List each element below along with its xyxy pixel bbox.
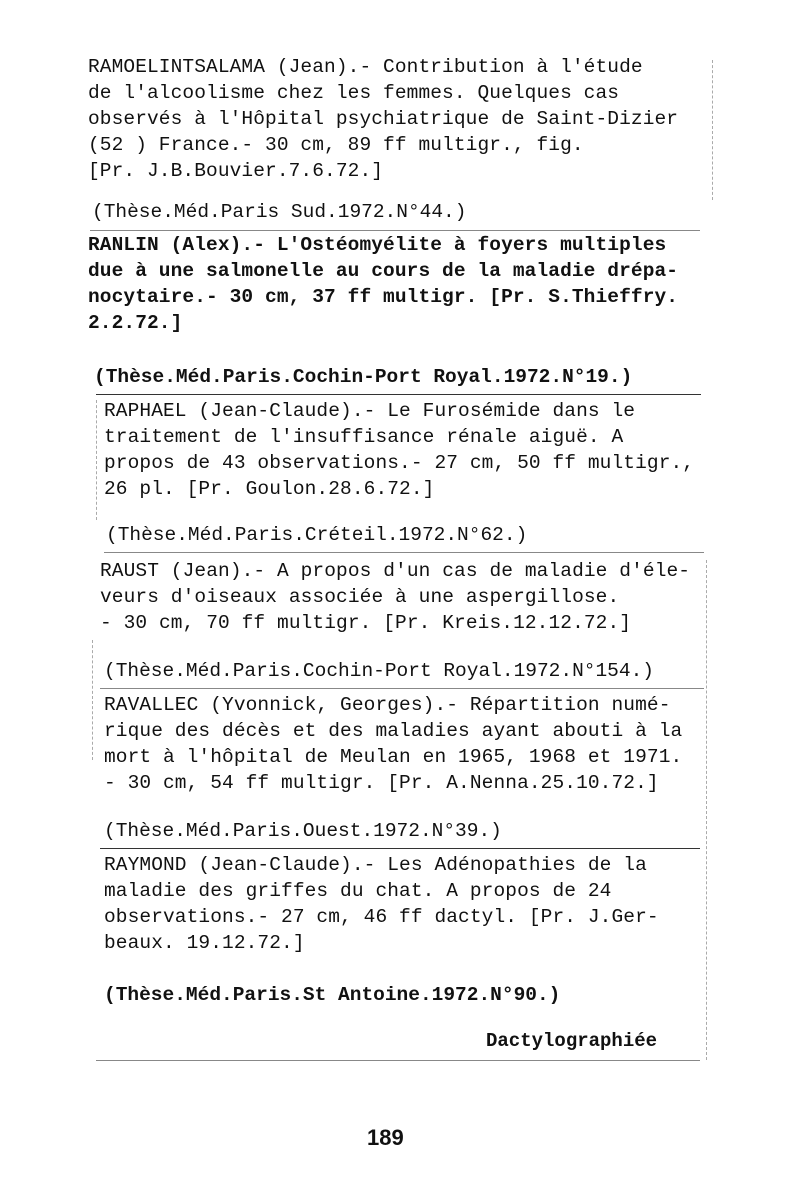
entry-line: 2.2.72.] bbox=[88, 312, 183, 334]
entry-line: RAMOELINTSALAMA (Jean).- Contribution à l'étude bbox=[88, 56, 643, 78]
separator bbox=[90, 230, 700, 231]
entry-line: - 30 cm, 54 ff multigr. [Pr. A.Nenna.25.10.72.] bbox=[104, 772, 659, 794]
entry-line: veurs d'oiseaux associée à une aspergillose. bbox=[100, 586, 620, 608]
entry-line: - 30 cm, 70 ff multigr. [Pr. Kreis.12.12.72.] bbox=[100, 612, 632, 634]
bibliography-entry bbox=[104, 852, 734, 956]
separator bbox=[100, 848, 700, 849]
separator bbox=[96, 394, 701, 395]
entry-line: RAYMOND (Jean-Claude).- Les Adénopathies de la bbox=[104, 854, 647, 876]
separator bbox=[104, 552, 704, 553]
entry-line: nocytaire.- 30 cm, 37 ff multigr. [Pr. S.Thieffry. bbox=[88, 286, 679, 308]
entry-line: traitement de l'insuffisance rénale aiguë. A bbox=[104, 426, 624, 448]
entry-line: RAVALLEC (Yvonnick, Georges).- Répartition numé- bbox=[104, 694, 671, 716]
entry-line: observations.- 27 cm, 46 ff dactyl. [Pr. J.Ger- bbox=[104, 906, 659, 928]
entry-line: maladie des griffes du chat. A propos de 24 bbox=[104, 880, 612, 902]
entry-line: RANLIN (Alex).- L'Ostéomyélite à foyers multiples bbox=[88, 234, 667, 256]
entry-source: (Thèse.Méd.Paris.St Antoine.1972.N°90.) bbox=[104, 984, 561, 1006]
bibliography-entry bbox=[104, 692, 734, 796]
entry-source: (Thèse.Méd.Paris.Créteil.1972.N°62.) bbox=[106, 524, 528, 546]
separator bbox=[96, 1060, 700, 1061]
entry-line: due à une salmonelle au cours de la maladie drépa- bbox=[88, 260, 679, 282]
entry-line: [Pr. J.B.Bouvier.7.6.72.] bbox=[88, 160, 384, 182]
bibliography-entry bbox=[88, 54, 718, 184]
paste-edge bbox=[706, 560, 707, 1060]
bibliography-entry bbox=[104, 398, 734, 502]
entry-source: (Thèse.Méd.Paris.Cochin-Port Royal.1972.N°154.) bbox=[104, 660, 654, 682]
paste-edge bbox=[712, 60, 713, 200]
page-number: 189 bbox=[367, 1125, 404, 1150]
entry-source: (Thèse.Méd.Paris.Cochin-Port Royal.1972.N°19.) bbox=[94, 366, 633, 388]
bibliography-entry bbox=[100, 558, 730, 636]
entry-line: rique des décès et des maladies ayant abouti à la bbox=[104, 720, 683, 742]
entry-line: 26 pl. [Pr. Goulon.28.6.72.] bbox=[104, 478, 435, 500]
separator bbox=[100, 688, 704, 689]
paste-edge bbox=[92, 640, 93, 760]
entry-line: RAUST (Jean).- A propos d'un cas de maladie d'éle- bbox=[100, 560, 691, 582]
entry-line: (52 ) France.- 30 cm, 89 ff multigr., fig. bbox=[88, 134, 584, 156]
entry-line: mort à l'hôpital de Meulan en 1965, 1968 et 1971. bbox=[104, 746, 683, 768]
entry-line: propos de 43 observations.- 27 cm, 50 ff multigr., bbox=[104, 452, 695, 474]
bibliography-entry bbox=[88, 232, 718, 336]
entry-line: observés à l'Hôpital psychiatrique de Saint-Dizier bbox=[88, 108, 679, 130]
entry-source: (Thèse.Méd.Paris.Ouest.1972.N°39.) bbox=[104, 820, 502, 842]
paste-edge bbox=[96, 400, 97, 520]
entry-line: RAPHAEL (Jean-Claude).- Le Furosémide dans le bbox=[104, 400, 636, 422]
footer-note: Dactylographiée bbox=[486, 1030, 658, 1052]
entry-line: beaux. 19.12.72.] bbox=[104, 932, 305, 954]
entry-source: (Thèse.Méd.Paris Sud.1972.N°44.) bbox=[92, 201, 467, 223]
entry-line: de l'alcoolisme chez les femmes. Quelques cas bbox=[88, 82, 620, 104]
